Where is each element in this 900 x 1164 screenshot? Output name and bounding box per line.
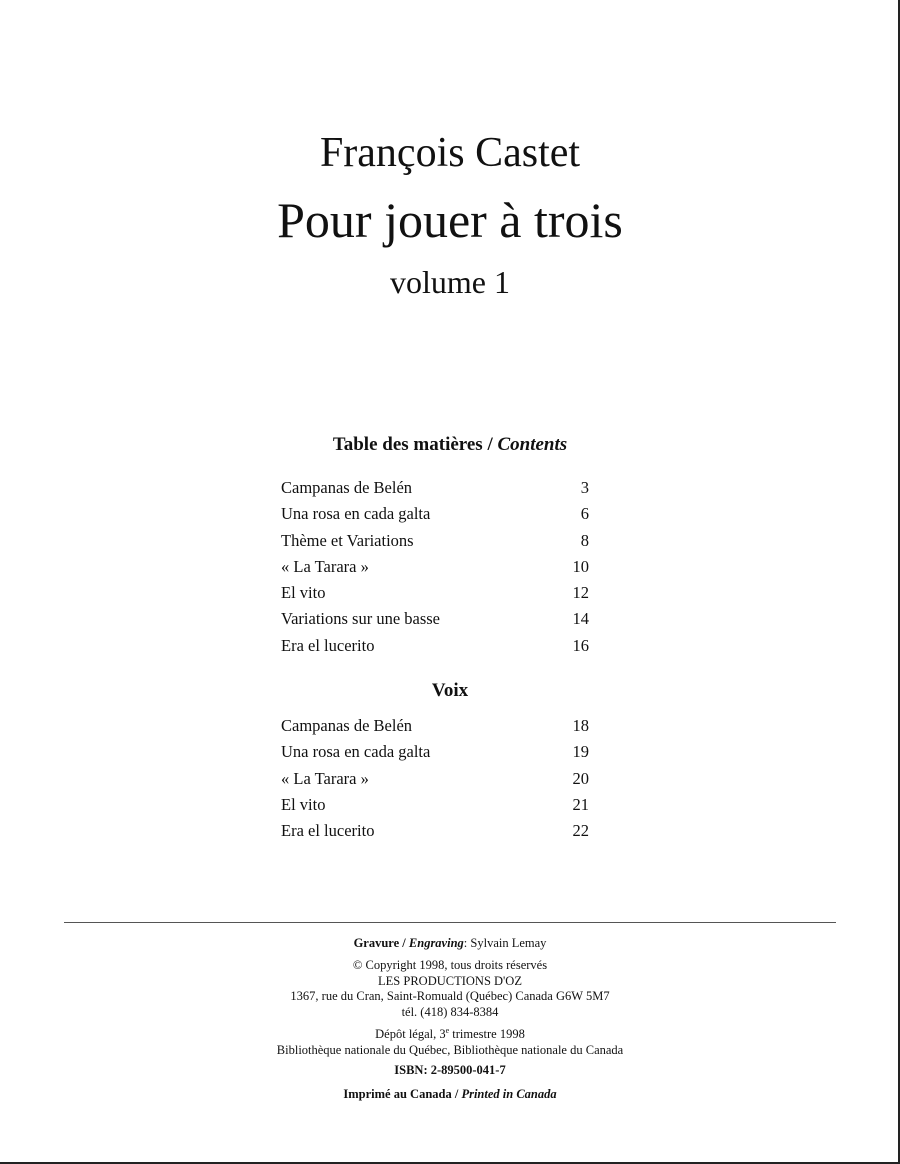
voix-item-title: Una rosa en cada galta bbox=[281, 742, 431, 762]
library-line: Bibliothèque nationale du Québec, Bibliothèque nationale du Canada bbox=[276, 1042, 624, 1057]
toc-item-page: 14 bbox=[572, 609, 589, 629]
toc-item bbox=[281, 531, 589, 557]
voix-item-page: 21 bbox=[572, 794, 589, 814]
toc-item-page: 8 bbox=[580, 530, 589, 550]
engraving-label-italic: Engraving bbox=[408, 936, 464, 950]
voix-item-page: 18 bbox=[572, 716, 589, 735]
voix-item-page: 22 bbox=[572, 821, 589, 841]
toc-item-title: El vito bbox=[281, 583, 326, 603]
composer-name: François Castet bbox=[319, 130, 581, 176]
printed-label: Imprimé au Canada / bbox=[343, 1087, 462, 1101]
toc-heading bbox=[0, 432, 900, 458]
toc-item-page: 3 bbox=[580, 478, 589, 497]
voix-item bbox=[281, 716, 589, 742]
volume-label: volume 1 bbox=[390, 264, 510, 300]
publisher-name: LES PRODUCTIONS D'OZ bbox=[378, 973, 522, 988]
toc-item-title: Una rosa en cada galta bbox=[281, 504, 431, 524]
voix-item-page: 19 bbox=[572, 742, 589, 762]
isbn: ISBN: 2-89500-041-7 bbox=[394, 1063, 506, 1077]
engraving-label: Gravure / bbox=[353, 936, 409, 950]
voix-item-page: 20 bbox=[572, 768, 589, 788]
toc-item bbox=[281, 557, 589, 583]
toc-heading-italic: Contents bbox=[497, 434, 568, 455]
voix-item bbox=[281, 821, 589, 847]
voix-item-title: Campanas de Belén bbox=[281, 716, 413, 735]
toc-item bbox=[281, 609, 589, 635]
toc-item bbox=[281, 478, 589, 504]
voix-item-title: El vito bbox=[281, 794, 326, 814]
toc-item-page: 12 bbox=[572, 583, 589, 603]
voix-item bbox=[281, 742, 589, 768]
toc-item bbox=[281, 636, 589, 662]
deposit-superscript: e bbox=[445, 1025, 450, 1035]
toc-item-page: 10 bbox=[572, 556, 589, 576]
voix-item bbox=[281, 769, 589, 795]
toc-item-title: Variations sur une basse bbox=[281, 609, 441, 629]
publisher-address: 1367, rue du Cran, Saint-Romuald (Québec) Canada G6W 5M7 bbox=[290, 989, 610, 1003]
toc-item-page: 6 bbox=[580, 504, 589, 524]
printed-label-italic: Printed in Canada bbox=[461, 1087, 557, 1101]
voix-list bbox=[281, 716, 589, 847]
toc-item bbox=[281, 583, 589, 609]
voix-item bbox=[281, 795, 589, 821]
toc-item-title: Thème et Variations bbox=[281, 530, 414, 550]
voix-item-title: « La Tarara » bbox=[281, 768, 369, 788]
toc-item-title: Era el lucerito bbox=[281, 635, 375, 655]
publisher-phone: tél. (418) 834-8384 bbox=[401, 1004, 499, 1019]
toc-item-page: 16 bbox=[572, 635, 589, 655]
imprint-divider bbox=[64, 922, 836, 923]
deposit-prefix: Dépôt légal, 3 bbox=[375, 1027, 446, 1041]
toc-heading-text: Table des matières / bbox=[332, 434, 498, 455]
engraving-credit bbox=[0, 936, 900, 952]
legal-deposit bbox=[0, 1027, 900, 1043]
toc-item-title: « La Tarara » bbox=[281, 556, 369, 576]
voix-item-title: Era el lucerito bbox=[281, 821, 375, 841]
deposit-suffix: trimestre 1998 bbox=[449, 1027, 525, 1041]
toc-item bbox=[281, 504, 589, 530]
toc-item-title: Campanas de Belén bbox=[281, 478, 413, 497]
book-title: Pour jouer à trois bbox=[277, 192, 623, 248]
toc-list bbox=[281, 478, 589, 662]
voix-heading: Voix bbox=[431, 680, 469, 701]
engraver-name: : Sylvain Lemay bbox=[463, 936, 547, 950]
copyright-line: © Copyright 1998, tous droits réservés bbox=[352, 958, 548, 972]
printed-in bbox=[0, 1087, 900, 1103]
